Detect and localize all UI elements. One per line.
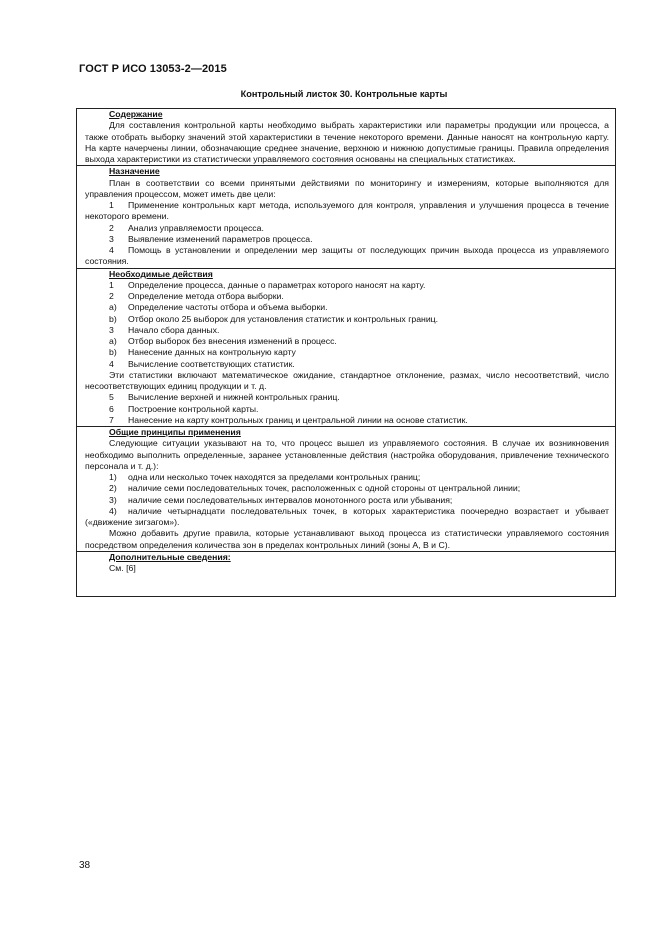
list-item: 2 Определение метода отбора выборки. — [109, 291, 284, 302]
section-content — [77, 109, 615, 165]
list-item: 4) наличие четырнадцати последовательных точек, в которых характеристика поочередно возрастает и убывает («движение зигзагом»). — [85, 505, 609, 528]
section-title: Назначение — [109, 166, 160, 177]
list-item: 4 Вычисление соответствующих статистик. — [109, 358, 295, 369]
list-item: a) Определение частоты отбора и объема выборки. — [109, 302, 328, 313]
section-title: Содержание — [109, 109, 163, 119]
reference-link-text: См. [6] — [109, 563, 136, 574]
section-paragraph: Следующие ситуации указывают на то, что процесс вышел из управляемого состояния. В случае их возникновения необходимо выполнить определенные, заранее установленные действия (настройка оборудования, привлечение технического персонала и т. д.): — [85, 438, 609, 471]
section-paragraph: План в соответствии со всеми принятыми действиями по мониторингу и измерениям, которые выполняются для управления процессом, может иметь две цели: — [85, 177, 609, 199]
list-item: 2) наличие семи последовательных точек, расположенных с одной стороны от центральной линии; — [109, 483, 521, 494]
list-item: 3 Выявление изменений параметров процесса. — [109, 233, 313, 244]
list-item: 3) наличие семи последовательных интервалов монотонного роста или убывания; — [109, 494, 453, 505]
page-number: 38 — [79, 860, 91, 871]
list-item: 4 Помощь в установлении и определении мер защиты от последующих причин выхода процесса из управляемого состояния. — [85, 245, 609, 267]
section-additional — [77, 551, 615, 575]
list-item: 1 Определение процесса, данные о параметрах которого наносят на карту. — [109, 279, 426, 290]
section-paragraph: Для составления контрольной карты необходимо выбрать характеристики или параметры продукции или процесса, а также отобрать выборку значений этой характеристики в течение некоторого времени. Данные наносят на контрольную карту. На карте начерчены линии, обозначающие среднее значение, верхнюю и нижнюю допустимые границы. Правила определения выхода характеристики из статистически управляемого состояния основаны на специальных статистиках. — [85, 120, 609, 165]
section-title: Необходимые действия — [109, 268, 213, 279]
section-actions — [77, 268, 615, 427]
list-item: 3 Начало сбора данных. — [109, 324, 220, 335]
checklist-caption: Контрольный листок 30. Контрольные карты — [240, 89, 448, 99]
list-item: b) Отбор около 25 выборок для установления статистик и контрольных границ. — [109, 313, 439, 324]
list-item: a) Отбор выборок без внесения изменений в процесс. — [109, 336, 337, 347]
list-item: b) Нанесение данных на контрольную карту — [109, 347, 296, 358]
list-item: 6 Построение контрольной карты. — [109, 403, 259, 414]
list-item: 2 Анализ управляемости процесса. — [109, 222, 264, 233]
section-paragraph: Можно добавить другие правила, которые устанавливают выход процесса из статистически управляемого состояния посредством определения количества зон в пределах контрольных линий (зоны А, В и С). — [85, 528, 609, 550]
list-item: 1 Применение контрольных карт метода, используемого для контроля, управления и улучшения процесса в течение некоторого времени. — [85, 200, 609, 222]
list-item: 1) одна или несколько точек находятся за пределами контрольных границ; — [109, 472, 421, 483]
list-item: 5 Вычисление верхней и нижней контрольных границ. — [109, 392, 340, 403]
checklist-table — [76, 108, 616, 597]
standard-designation: ГОСТ Р ИСО 13053-2—2015 — [79, 63, 227, 75]
list-item: 7 Нанесение на карту контрольных границ и центральной линии на основе статистик. — [109, 414, 468, 425]
section-principles — [77, 426, 615, 551]
section-paragraph: Эти статистики включают математическое ожидание, стандартное отклонение, размах, число несоответствий, число несоответствующих единиц продукции и т. д. — [85, 369, 609, 392]
section-title: Общие принципы применения — [109, 427, 241, 438]
section-purpose — [77, 165, 615, 267]
section-title: Дополнительные сведения: — [109, 551, 231, 562]
